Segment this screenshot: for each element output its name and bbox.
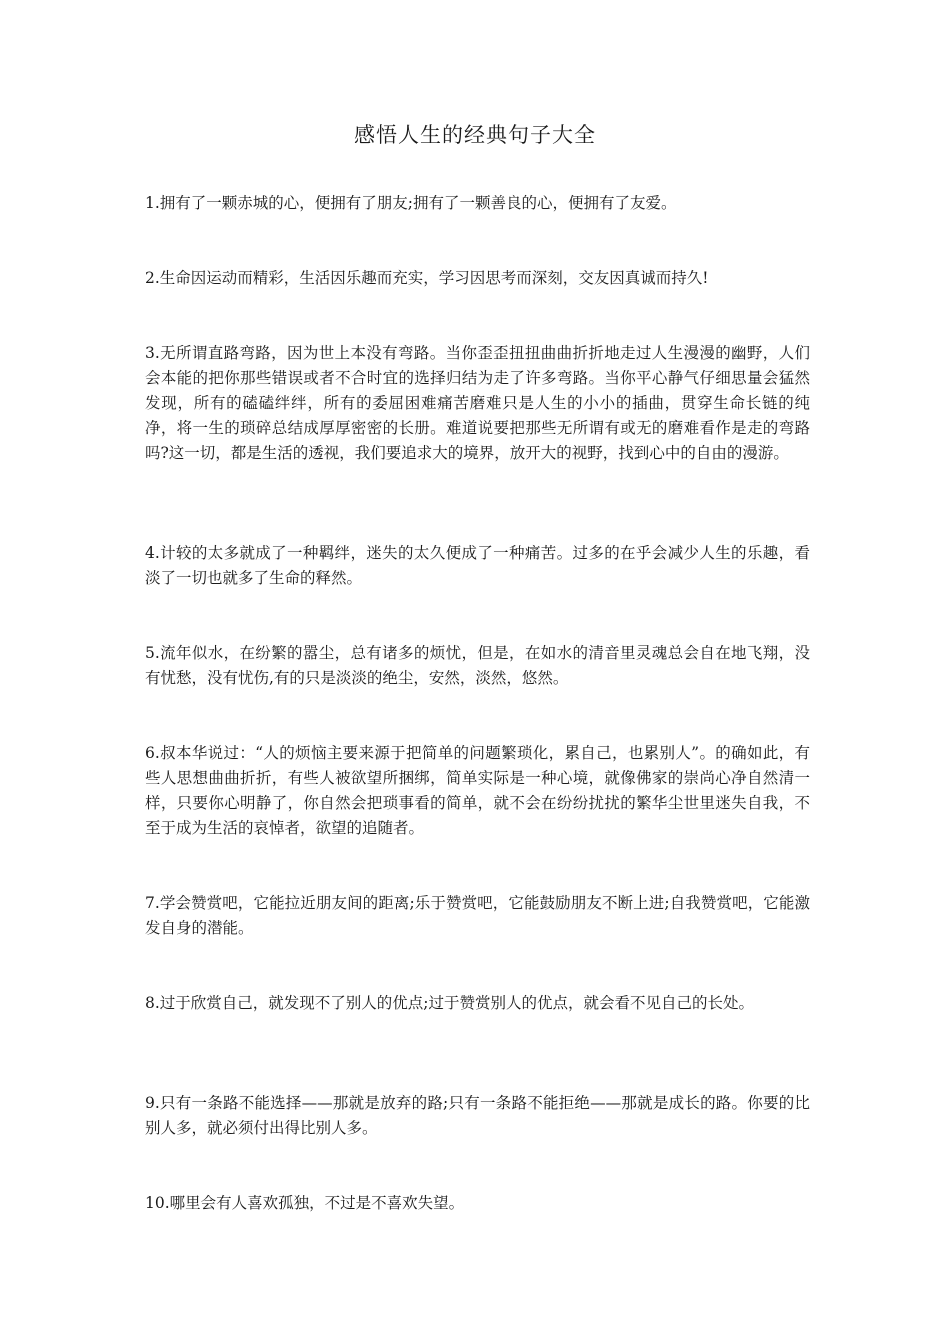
paragraph-1: 1.拥有了一颗赤城的心，便拥有了朋友;拥有了一颗善良的心，便拥有了友爱。 <box>145 194 677 212</box>
paragraph-8: 8.过于欣赏自己，就发现不了别人的优点;过于赞赏别人的优点，就会看不见自己的长处。 <box>145 994 755 1012</box>
paragraph-2: 2.生命因运动而精彩，生活因乐趣而充实，学习因思考而深刻，交友因真诚而持久! <box>145 269 709 287</box>
paragraph-6: 6.叔本华说过：“人的烦恼主要来源于把简单的问题繁琐化，累自己，也累别人”。的确如此，有些人思想曲曲折折，有些人被欲望所捆绑，简单实际是一种心境，就像佛家的崇尚心净自然清一样，只要你心明静了，你自然会把琐事看的简单，就不会在纷纷扰扰的繁华尘世里迷失自我，不至于成为生活的哀悼者，欲望的追随者。 <box>145 744 810 837</box>
paragraph-7: 7.学会赞赏吧，它能拉近朋友间的距离;乐于赞赏吧，它能鼓励朋友不断上进;自我赞赏吧，它能激发自身的潜能。 <box>145 894 810 937</box>
paragraph-3: 3.无所谓直路弯路，因为世上本没有弯路。当你歪歪扭扭曲曲折折地走过人生漫漫的幽野，人们会本能的把你那些错误或者不合时宜的选择归结为走了许多弯路。当你平心静气仔细思量会猛然发现，所有的磕磕绊绊，所有的委屈困难痛苦磨难只是人生的小小的插曲，贯穿生命长链的纯净，将一生的琐碎总结成厚厚密密的长册。难道说要把那些无所谓有或无的磨难看作是走的弯路吗?这一切，都是生活的透视，我们要追求大的境界，放开大的视野，找到心中的自由的漫游。 <box>145 344 810 462</box>
paragraph-4: 4.计较的太多就成了一种羁绊，迷失的太久便成了一种痛苦。过多的在乎会减少人生的乐趣，看淡了一切也就多了生命的释然。 <box>145 544 810 587</box>
paragraph-9: 9.只有一条路不能选择——那就是放弃的路;只有一条路不能拒绝——那就是成长的路。你要的比别人多，就必须付出得比别人多。 <box>145 1094 810 1137</box>
paragraph-10: 10.哪里会有人喜欢孤独，不过是不喜欢失望。 <box>145 1194 465 1212</box>
document-title: 感悟人生的经典句子大全 <box>354 123 596 147</box>
paragraph-5: 5.流年似水，在纷繁的嚣尘，总有诸多的烦忧，但是，在如水的清音里灵魂总会自在地飞翔，没有忧愁，没有忧伤,有的只是淡淡的绝尘，安然，淡然，悠然。 <box>145 644 810 687</box>
